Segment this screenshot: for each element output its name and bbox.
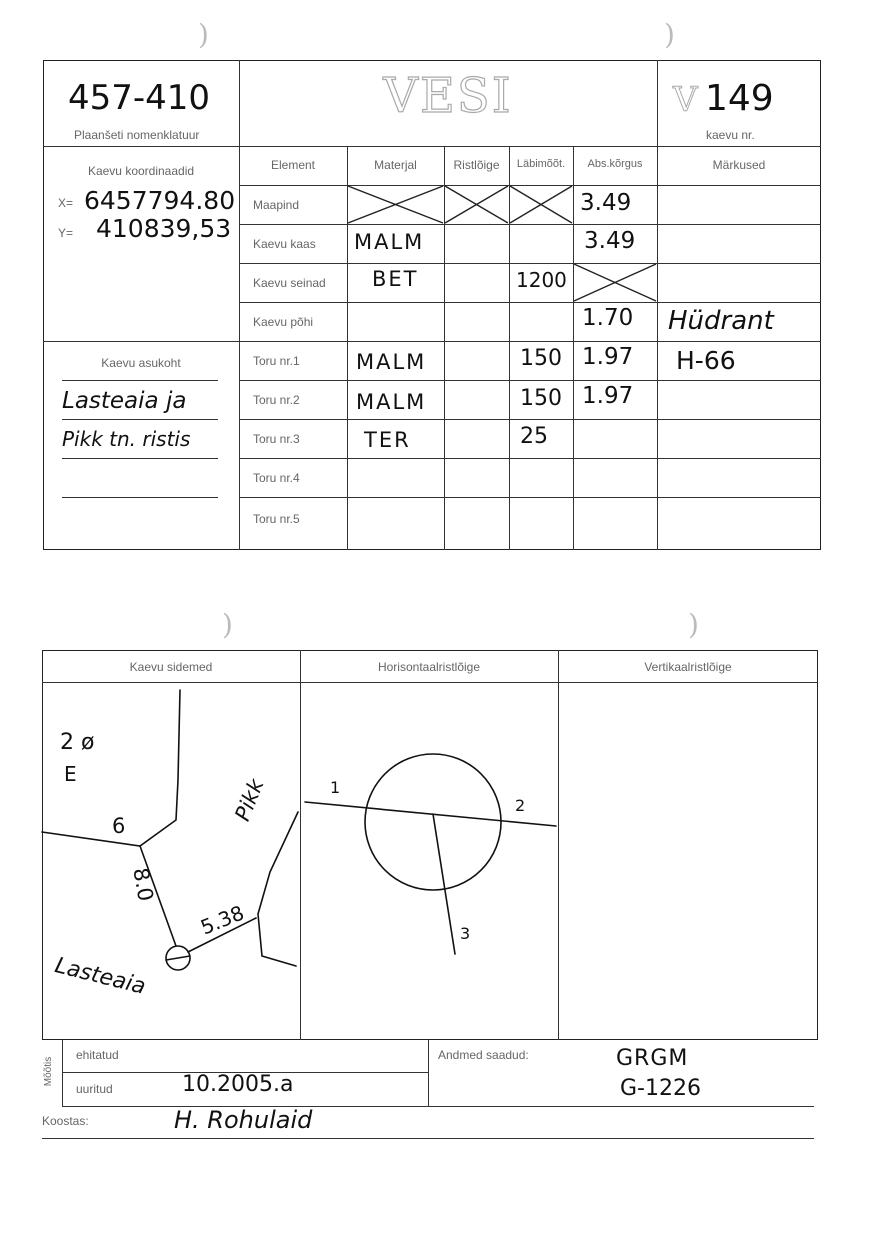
y-label: Y= <box>58 226 74 240</box>
pipe-3-label: 3 <box>460 924 471 943</box>
x-label: X= <box>58 196 74 210</box>
header-element: Element <box>270 158 316 172</box>
well-number: 149 <box>705 78 774 119</box>
row-height: 1.97 <box>582 383 634 409</box>
dist-6: 6 <box>112 814 126 838</box>
x-value: 6457794.80 <box>84 186 236 215</box>
footer-data-value1: GRGM <box>616 1046 689 1071</box>
row-diameter: 150 <box>520 346 562 371</box>
tie-label-e: E <box>64 762 77 786</box>
tie-label-top: 2 ø <box>60 730 95 755</box>
header-material: Materjal <box>374 158 417 172</box>
footer-row2-value: 10.2005.a <box>182 1072 294 1097</box>
footer-data-value2: G-1226 <box>620 1076 701 1101</box>
row-note: H-66 <box>676 346 736 375</box>
row-diameter: 150 <box>520 386 562 411</box>
header-notes: Märkused <box>712 158 766 172</box>
card-title: VESI <box>383 68 513 124</box>
crossed-cells <box>0 0 880 560</box>
col-ties-title: Kaevu sidemed <box>129 660 213 674</box>
location-label: Kaevu asukoht <box>101 356 181 370</box>
sketch-panel <box>42 650 818 1040</box>
row-material: BET <box>372 267 419 291</box>
y-value: 410839,53 <box>96 214 232 243</box>
well-prefix: V <box>673 80 698 120</box>
col-vertical-title: Vertikaalristlõige <box>644 660 732 674</box>
header-height: Abs.kõrgus <box>587 158 643 170</box>
row-element: Maapind <box>253 198 300 212</box>
footer-data-label: Andmed saadud: <box>438 1048 529 1062</box>
well-number-label: kaevu nr. <box>706 128 755 142</box>
row-diameter: 25 <box>520 424 548 449</box>
row-material: MALM <box>354 230 425 254</box>
location-line2: Pikk tn. ristis <box>62 427 191 451</box>
dist-8: 8.0 <box>128 866 158 904</box>
footer-side-label: Mõõtis <box>43 1056 55 1087</box>
nomenclature-value: 457-410 <box>68 78 211 118</box>
header-section: Ristlõige <box>453 158 500 172</box>
punch-mark: ) <box>664 18 675 51</box>
footer-row1-label: ehitatud <box>76 1048 119 1062</box>
coords-label: Kaevu koordinaadid <box>87 164 195 178</box>
location-line1: Lasteaia ja <box>62 388 187 414</box>
row-element: Kaevu põhi <box>253 315 314 329</box>
row-height: 3.49 <box>584 228 636 254</box>
footer-compiled-value: H. Rohulaid <box>174 1106 313 1134</box>
header-diameter: Läbimõõt. <box>516 158 566 170</box>
row-diameter: 1200 <box>516 268 567 292</box>
row-element: Toru nr.2 <box>253 393 300 407</box>
dist-538: 5.38 <box>197 900 248 940</box>
punch-mark: ) <box>688 608 699 641</box>
row-note: Hüdrant <box>668 306 774 336</box>
street-pikk: Pikk <box>230 775 269 825</box>
street-lasteaia: Lasteaia <box>52 953 149 1000</box>
row-element: Toru nr.4 <box>253 471 300 485</box>
footer-row2-label: uuritud <box>76 1082 113 1096</box>
nomenclature-label: Plaanšeti nomenklatuur <box>74 128 200 142</box>
col-horizontal-title: Horisontaalristlõige <box>377 660 481 674</box>
row-material: MALM <box>356 350 427 374</box>
footer-compiled-label: Koostas: <box>42 1114 89 1128</box>
row-material: TER <box>364 428 411 452</box>
row-element: Toru nr.1 <box>253 354 300 368</box>
row-element: Toru nr.3 <box>253 432 300 446</box>
pipe-1-label: 1 <box>330 778 341 797</box>
punch-mark: ) <box>222 608 233 641</box>
row-element: Toru nr.5 <box>253 512 300 526</box>
row-height: 1.97 <box>582 344 634 370</box>
row-height: 3.49 <box>580 190 632 216</box>
row-element: Kaevu seinad <box>253 276 326 290</box>
row-material: MALM <box>356 390 427 414</box>
pipe-2-label: 2 <box>515 796 526 815</box>
punch-mark: ) <box>198 18 209 51</box>
row-height: 1.70 <box>582 305 634 331</box>
row-element: Kaevu kaas <box>253 237 316 251</box>
